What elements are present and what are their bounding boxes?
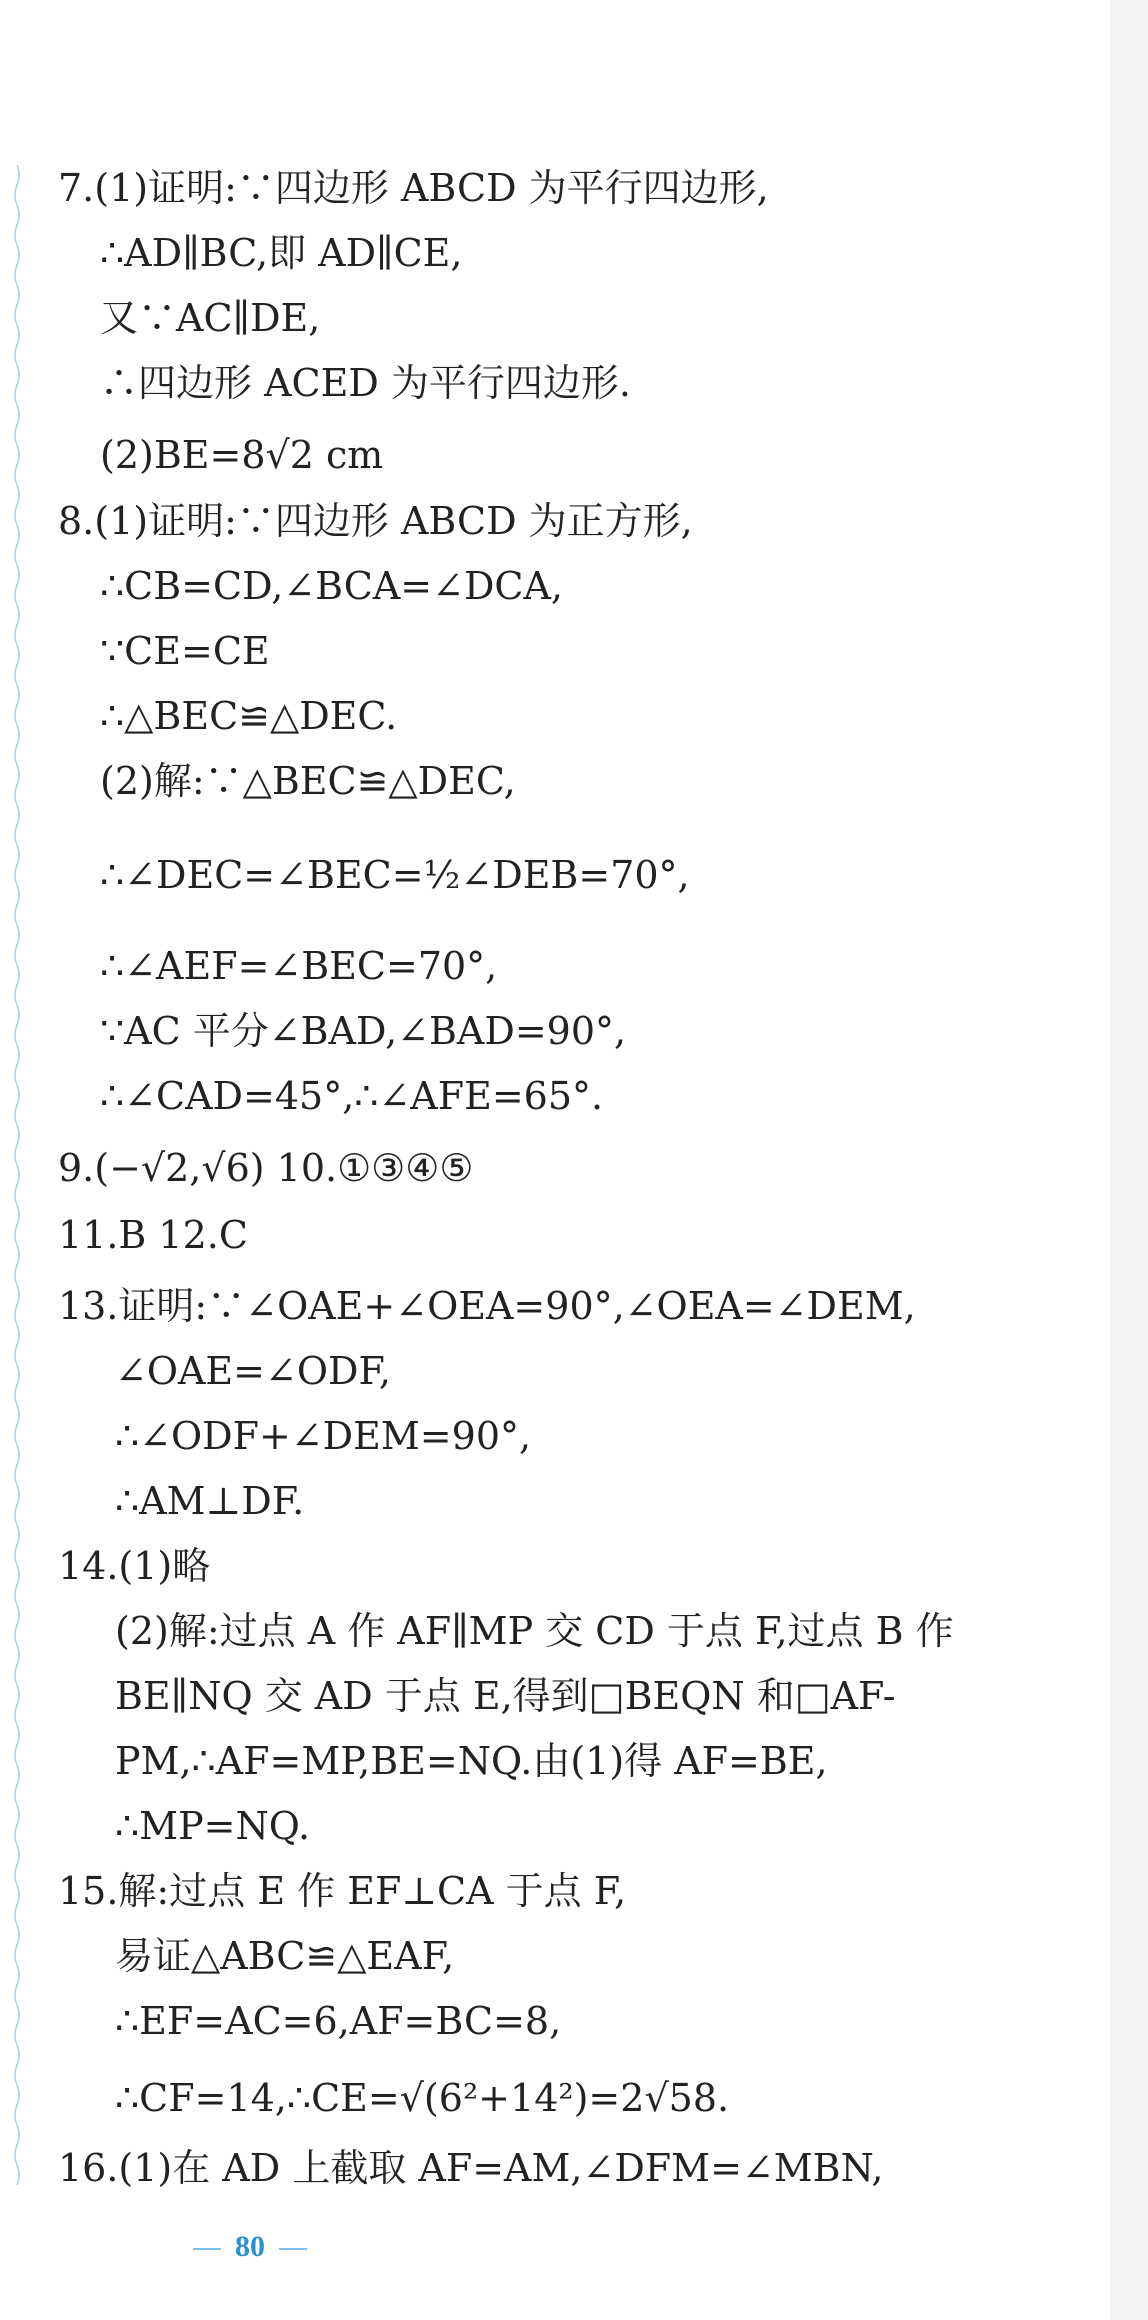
page-number-left-dash xyxy=(193,2248,221,2250)
text-line: PM,∴AF=MP,BE=NQ.由(1)得 AF=BE, xyxy=(115,1739,828,1783)
text-line: ∴AM⊥DF. xyxy=(115,1479,305,1523)
text-line: 11.B 12.C xyxy=(58,1213,248,1257)
text-line: ∴EF=AC=6,AF=BC=8, xyxy=(115,1999,562,2043)
text-line: ∴MP=NQ. xyxy=(115,1804,311,1848)
text-line: ∴∠CAD=45°,∴∠AFE=65°. xyxy=(100,1074,604,1118)
text-line: ∴∠DEC=∠BEC=½∠DEB=70°, xyxy=(100,853,690,897)
text-line: (2)解:过点 A 作 AF∥MP 交 CD 于点 F,过点 B 作 xyxy=(115,1609,954,1653)
text-line: 7.(1)证明:∵四边形 ABCD 为平行四边形, xyxy=(58,166,769,210)
text-line: BE∥NQ 交 AD 于点 E,得到□BEQN 和□AF- xyxy=(115,1674,896,1718)
text-line: ∴△BEC≌△DEC. xyxy=(100,694,398,738)
text-line: 13.证明:∵∠OAE+∠OEA=90°,∠OEA=∠DEM, xyxy=(58,1284,916,1328)
margin-wavy-line xyxy=(12,165,22,2185)
page-number-right-dash xyxy=(279,2248,307,2250)
text-line: (2)BE=8√2 cm xyxy=(100,433,384,477)
text-line: ∴CB=CD,∠BCA=∠DCA, xyxy=(100,564,564,608)
text-line: ∵AC 平分∠BAD,∠BAD=90°, xyxy=(100,1009,627,1053)
text-line: ∴∠ODF+∠DEM=90°, xyxy=(115,1414,532,1458)
text-line: ∴CF=14,∴CE=√(6²+14²)=2√58. xyxy=(115,2076,730,2120)
page-number xyxy=(170,2230,330,2264)
page-number-text: 80 xyxy=(235,2230,265,2263)
text-line: 8.(1)证明:∵四边形 ABCD 为正方形, xyxy=(58,499,693,543)
text-line: ∵CE=CE xyxy=(100,629,270,673)
text-line: 9.(−√2,√6) 10.①③④⑤ xyxy=(58,1146,474,1190)
text-line: 16.(1)在 AD 上截取 AF=AM,∠DFM=∠MBN, xyxy=(58,2146,884,2190)
text-line: 又∵AC∥DE, xyxy=(100,296,321,340)
text-line: ∴∠AEF=∠BEC=70°, xyxy=(100,944,498,988)
text-line: ∴AD∥BC,即 AD∥CE, xyxy=(100,231,463,275)
text-line: (2)解:∵△BEC≌△DEC, xyxy=(100,759,516,803)
text-line: 易证△ABC≌△EAF, xyxy=(115,1934,455,1978)
text-line: 15.解:过点 E 作 EF⊥CA 于点 F, xyxy=(58,1869,627,1913)
text-line: ∠OAE=∠ODF, xyxy=(115,1349,392,1393)
text-line: 14.(1)略 xyxy=(58,1544,211,1588)
text-line: ∴四边形 ACED 为平行四边形. xyxy=(100,361,631,405)
